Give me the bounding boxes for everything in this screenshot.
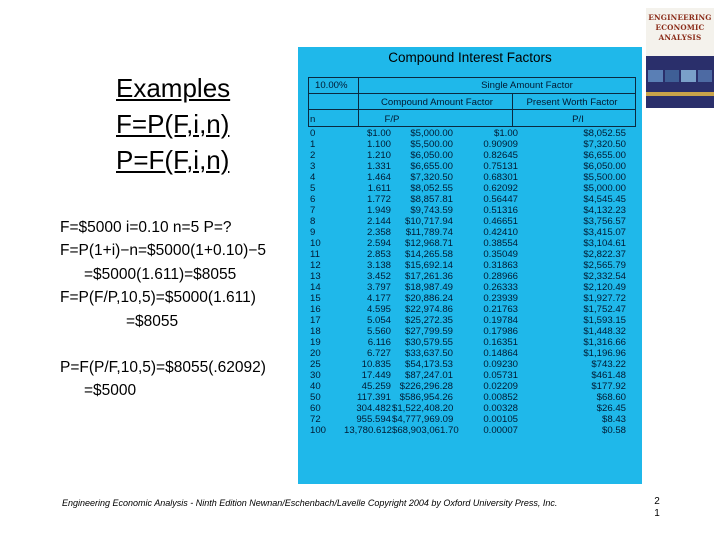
book-cover-image — [646, 8, 714, 108]
title-line: Examples — [116, 73, 231, 103]
cell-fp-factor: 1.331 — [366, 161, 391, 172]
cell-n: 19 — [310, 337, 321, 348]
cell-pf-factor: 0.21763 — [483, 304, 518, 315]
table-row — [298, 238, 642, 249]
cell-fp-factor: 5.560 — [366, 326, 391, 337]
cell-fp-factor: 6.116 — [367, 337, 391, 348]
cell-pf-factor: 0.14864 — [483, 348, 518, 359]
cell-fp-factor: 2.594 — [366, 238, 391, 249]
cell-pf-factor: 0.09230 — [483, 359, 518, 370]
table-row — [298, 304, 642, 315]
book-cover-title-line: ANALYSIS — [658, 33, 702, 42]
cell-n: 10 — [310, 238, 321, 249]
cell-pf-factor: 0.68301 — [483, 172, 518, 183]
work-line: P=F(P/F,10,5)=$8055(.62092) — [60, 359, 266, 377]
cell-fp-factor: 1.949 — [366, 205, 391, 216]
cell-fp-factor: 1.100 — [366, 139, 391, 150]
cell-present-value: $743.22 — [591, 359, 626, 370]
cell-pf-factor: 0.17986 — [483, 326, 518, 337]
table-row — [298, 403, 642, 414]
cell-fp-factor: 2.358 — [366, 227, 391, 238]
cell-fp-factor: 17.449 — [361, 370, 391, 381]
cell-fp-factor: 6.727 — [366, 348, 391, 359]
cell-fp-factor: 117.391 — [357, 392, 391, 403]
cell-present-value: $1,593.15 — [583, 315, 626, 326]
compound-interest-table — [298, 47, 642, 484]
cell-fp-factor: 3.138 — [366, 260, 391, 271]
cell-n: 14 — [310, 282, 321, 293]
cell-present-value: $5,000.00 — [583, 183, 626, 194]
cell-n: 0 — [310, 128, 316, 139]
cell-n: 2 — [310, 150, 316, 161]
table-row — [298, 227, 642, 238]
cell-present-value: $2,822.37 — [583, 249, 626, 260]
cell-present-value: $6,050.00 — [583, 161, 626, 172]
cell-fp-factor: 1.210 — [366, 150, 391, 161]
cell-fp-factor: 304.482 — [356, 403, 391, 414]
cell-future-value: $30,579.55 — [404, 337, 453, 348]
table-row — [298, 150, 642, 161]
cell-pf-factor: 0.75131 — [483, 161, 518, 172]
cell-pf-factor: 0.38554 — [483, 238, 518, 249]
cell-fp-factor: 3.797 — [366, 282, 391, 293]
cell-present-value: $1,927.72 — [583, 293, 626, 304]
cell-pf-factor: 0.05731 — [483, 370, 518, 381]
table-row — [298, 249, 642, 260]
cell-fp-factor: 45.259 — [361, 381, 391, 392]
book-cover-logo — [648, 13, 712, 43]
table-row — [298, 337, 642, 348]
cell-present-value: $4,132.23 — [583, 205, 626, 216]
cell-n: 11 — [310, 249, 320, 260]
cell-future-value: $25,272.35 — [404, 315, 453, 326]
column-group-compound-amount: Compound Amount Factor — [381, 97, 493, 108]
cell-present-value: $6,655.00 — [583, 150, 626, 161]
table-row — [298, 370, 642, 381]
cell-n: 4 — [310, 172, 316, 183]
table-row — [298, 172, 642, 183]
cell-n: 1 — [310, 139, 316, 150]
cell-future-value: $226,296.28 — [399, 381, 453, 392]
cell-n: 9 — [310, 227, 316, 238]
cell-pf-factor: 0.31863 — [483, 260, 518, 271]
cell-future-value: $4,777,969.09 — [392, 414, 454, 425]
cell-present-value: $2,565.79 — [583, 260, 626, 271]
work-line: =$5000(1.611)=$8055 — [84, 265, 237, 283]
table-row — [298, 183, 642, 194]
cell-present-value: $3,415.07 — [583, 227, 626, 238]
cell-n: 40 — [310, 381, 321, 392]
work-line: =$8055 — [126, 312, 179, 330]
table-row — [298, 194, 642, 205]
page-number-digit: 2 — [654, 496, 660, 507]
cell-pf-factor: 0.00007 — [483, 425, 518, 436]
cell-pf-factor: $1.00 — [493, 128, 518, 139]
cell-fp-factor: 13,780.612 — [344, 425, 393, 436]
table-body — [298, 128, 642, 436]
cell-present-value: $1,316.66 — [583, 337, 626, 348]
cell-fp-factor: 4.177 — [366, 293, 391, 304]
table-row — [298, 414, 642, 425]
table-row — [298, 216, 642, 227]
cell-n: 12 — [310, 260, 321, 271]
cell-future-value: $11,789.74 — [405, 227, 453, 238]
column-group-present-worth: Present Worth Factor — [526, 97, 618, 108]
table-row — [298, 315, 642, 326]
column-header-fp: F/P — [384, 114, 400, 125]
cell-fp-factor: 10.835 — [361, 359, 391, 370]
cell-future-value: $54,173.53 — [404, 359, 453, 370]
table-rule — [308, 126, 636, 127]
book-cover-title-line: ENGINEERING — [648, 13, 712, 22]
cell-pf-factor: 0.16351 — [483, 337, 518, 348]
cell-pf-factor: 0.00852 — [483, 392, 518, 403]
table-row — [298, 326, 642, 337]
slide-title — [116, 70, 230, 178]
cell-future-value: $1,522,408.20 — [392, 403, 454, 414]
footer-citation: Engineering Economic Analysis - Ninth Edition Newnan/Eschenbach/Lavelle Copyright 2004 by Oxford University Press, Inc. — [62, 498, 558, 508]
table-row — [298, 425, 642, 436]
book-cover-stripe — [646, 92, 714, 96]
column-header-n: n — [310, 114, 316, 125]
cell-present-value: $8,052.55 — [583, 128, 626, 139]
cell-present-value: $7,320.50 — [583, 139, 626, 150]
cell-future-value: $6,655.00 — [410, 161, 453, 172]
cell-future-value: $87,247.01 — [404, 370, 453, 381]
cell-n: 17 — [310, 315, 321, 326]
table-row — [298, 293, 642, 304]
cell-future-value: $12,968.71 — [404, 238, 453, 249]
cell-present-value: $8.43 — [601, 414, 626, 425]
table-row — [298, 128, 642, 139]
cell-n: 72 — [310, 414, 321, 425]
interest-rate: 10.00% — [315, 80, 348, 91]
cell-pf-factor: 0.46651 — [483, 216, 518, 227]
cell-present-value: $3,104.61 — [583, 238, 626, 249]
group-header: Single Amount Factor — [481, 80, 573, 91]
cell-future-value: $8,857.81 — [410, 194, 453, 205]
table-row — [298, 271, 642, 282]
cell-future-value: $20,886.24 — [404, 293, 453, 304]
cell-present-value: $461.48 — [591, 370, 626, 381]
cell-present-value: $1,752.47 — [583, 304, 626, 315]
cell-fp-factor: 2.144 — [366, 216, 391, 227]
cell-future-value: $5,000.00 — [410, 128, 453, 139]
cell-pf-factor: 0.26333 — [483, 282, 518, 293]
work-line: =$5000 — [84, 382, 137, 400]
cell-pf-factor: 0.00328 — [483, 403, 518, 414]
cell-n: 3 — [310, 161, 316, 172]
table-row — [298, 381, 642, 392]
cell-n: 8 — [310, 216, 316, 227]
cell-future-value: $33,637.50 — [404, 348, 453, 359]
cell-fp-factor: 4.595 — [366, 304, 391, 315]
cell-n: 13 — [310, 271, 321, 282]
cell-present-value: $68.60 — [596, 392, 626, 403]
column-header-pf: P/I — [572, 114, 584, 125]
cell-n: 60 — [310, 403, 321, 414]
cell-pf-factor: 0.82645 — [483, 150, 518, 161]
cell-fp-factor: 955.594 — [356, 414, 391, 425]
cell-n: 30 — [310, 370, 321, 381]
cell-fp-factor: 3.452 — [366, 271, 391, 282]
cell-pf-factor: 0.62092 — [483, 183, 518, 194]
table-row — [298, 359, 642, 370]
cell-present-value: $5,500.00 — [583, 172, 626, 183]
cell-pf-factor: 0.28966 — [483, 271, 518, 282]
cell-fp-factor: 5.054 — [366, 315, 391, 326]
table-row — [298, 139, 642, 150]
work-line: F=$5000 i=0.10 n=5 P=? — [60, 219, 232, 236]
cell-future-value: $8,052.55 — [410, 183, 453, 194]
cell-n: 15 — [310, 293, 321, 304]
cell-pf-factor: 0.90909 — [483, 139, 518, 150]
cell-future-value: $18,987.49 — [404, 282, 453, 293]
work-line: F=P(F/P,10,5)=$5000(1.611) — [60, 289, 256, 307]
cell-n: 6 — [310, 194, 316, 205]
cell-pf-factor: 0.51316 — [483, 205, 518, 216]
book-cover-title-line: ECONOMIC — [655, 23, 705, 32]
cell-n: 18 — [310, 326, 321, 337]
cell-future-value: $7,320.50 — [410, 172, 453, 183]
page-number — [650, 496, 664, 520]
cell-future-value: $5,500.00 — [410, 139, 453, 150]
cell-pf-factor: 0.42410 — [483, 227, 518, 238]
work-line: F=P(1+i)−n=$5000(1+0.10)−5 — [60, 242, 266, 260]
cell-pf-factor: 0.23939 — [483, 293, 518, 304]
cell-fp-factor: 2.853 — [366, 249, 391, 260]
cell-fp-factor: 1.464 — [366, 172, 391, 183]
table-row — [298, 282, 642, 293]
cell-present-value: $26.45 — [596, 403, 626, 414]
cell-future-value: $9,743.59 — [410, 205, 453, 216]
cell-n: 7 — [310, 205, 316, 216]
table-header-row — [298, 114, 642, 125]
cell-present-value: $1,196.96 — [583, 348, 626, 359]
title-line: F=P(F,i,n) — [116, 109, 230, 139]
cell-n: 50 — [310, 392, 321, 403]
cell-n: 25 — [310, 359, 321, 370]
cell-n: 20 — [310, 348, 321, 359]
cell-present-value: $3,756.57 — [583, 216, 626, 227]
cell-present-value: $2,332.54 — [583, 271, 626, 282]
cell-future-value: $68,903,061.70 — [392, 425, 459, 436]
cell-future-value: $15,692.14 — [404, 260, 453, 271]
cell-future-value: $6,050.00 — [410, 150, 453, 161]
cell-future-value: $10,717.94 — [404, 216, 453, 227]
cell-future-value: $17,261.36 — [404, 271, 453, 282]
cell-pf-factor: 0.19784 — [483, 315, 518, 326]
book-cover-art — [648, 70, 712, 82]
table-row — [298, 260, 642, 271]
cell-future-value: $586,954.26 — [399, 392, 453, 403]
cell-present-value: $4,545.45 — [583, 194, 626, 205]
cell-pf-factor: 0.56447 — [483, 194, 518, 205]
worked-example — [60, 216, 266, 403]
cell-n: 16 — [310, 304, 321, 315]
cell-fp-factor: $1.00 — [366, 128, 391, 139]
cell-present-value: $0.58 — [601, 425, 626, 436]
cell-n: 100 — [310, 425, 327, 436]
table-row — [298, 392, 642, 403]
cell-present-value: $177.92 — [591, 381, 626, 392]
cell-pf-factor: 0.00105 — [483, 414, 518, 425]
cell-fp-factor: 1.611 — [367, 183, 391, 194]
cell-pf-factor: 0.35049 — [483, 249, 518, 260]
cell-n: 5 — [310, 183, 316, 194]
cell-future-value: $27,799.59 — [404, 326, 453, 337]
cell-present-value: $1,448.32 — [583, 326, 626, 337]
cell-fp-factor: 1.772 — [366, 194, 391, 205]
table-row — [298, 161, 642, 172]
cell-pf-factor: 0.02209 — [483, 381, 518, 392]
cell-future-value: $22,974.86 — [404, 304, 453, 315]
page-number-digit: 1 — [654, 508, 660, 519]
table-title: Compound Interest Factors — [388, 50, 552, 65]
cell-future-value: $14,265.58 — [404, 249, 453, 260]
table-row — [298, 205, 642, 216]
cell-present-value: $2,120.49 — [583, 282, 626, 293]
title-line: P=F(F,i,n) — [116, 145, 230, 175]
table-row — [298, 348, 642, 359]
